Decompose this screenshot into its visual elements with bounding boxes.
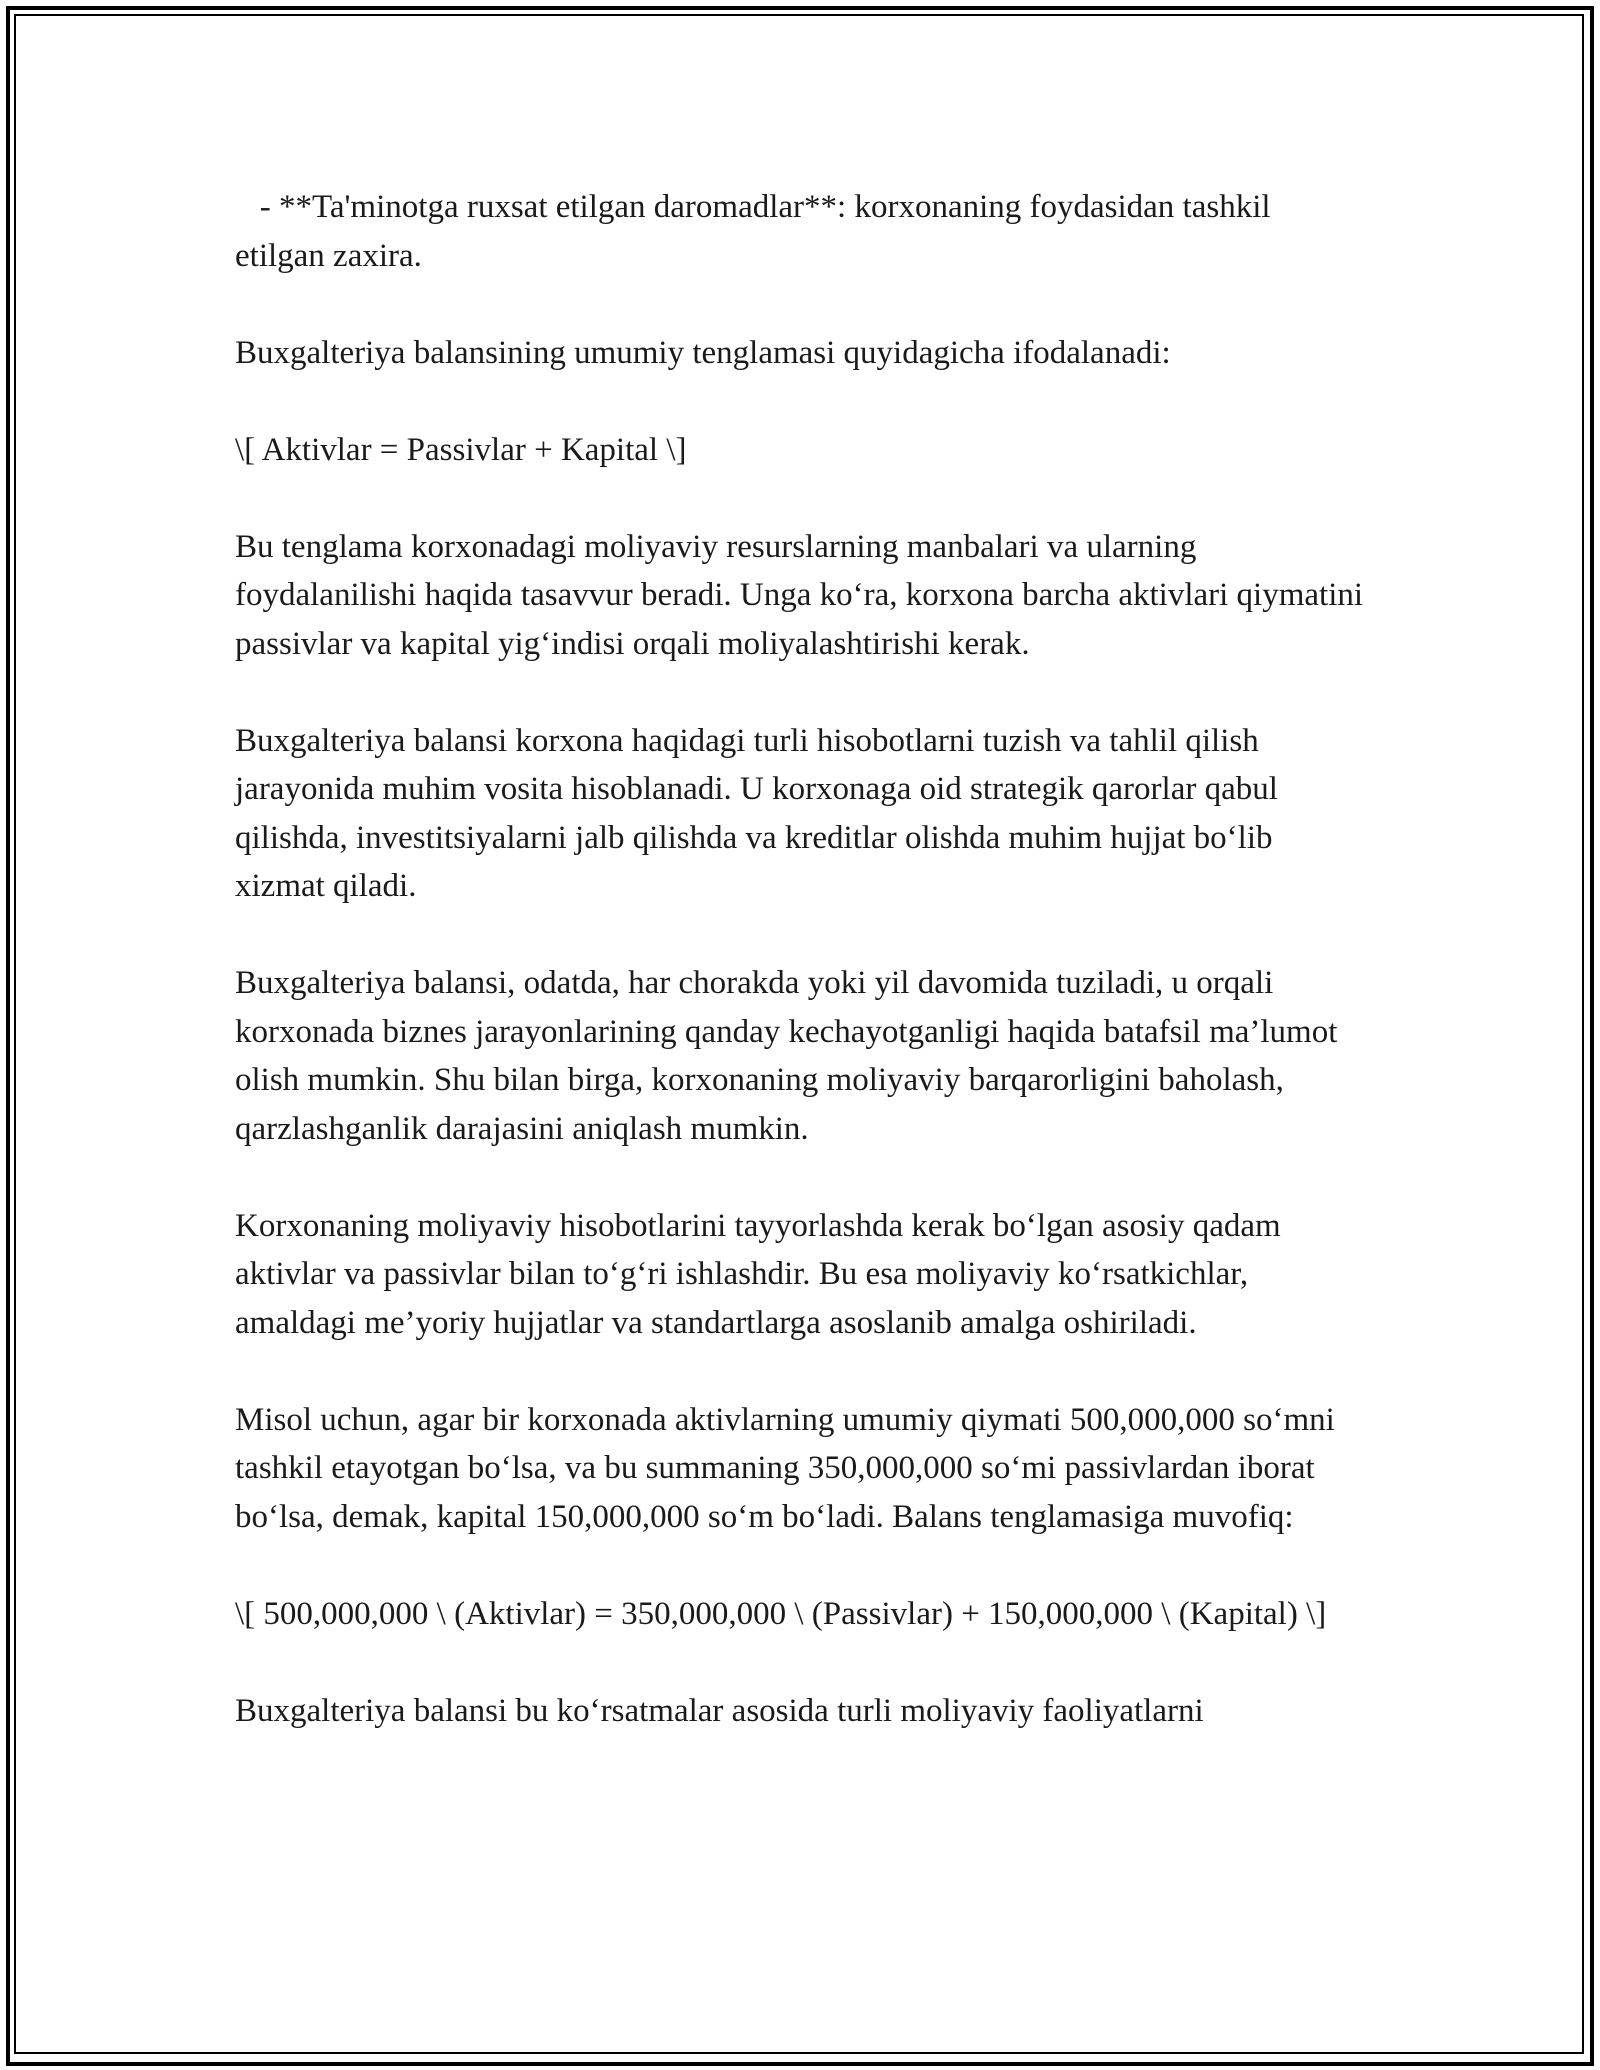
paragraph-equation-meaning: Bu tenglama korxonadagi moliyaviy resurslarning manbalari va ularning foydalanilishi haqida tasavvur beradi. Unga ko‘ra, korxona barcha aktivlari qiymatini passivlar va kapital yig‘indisi orqali moliyalashtirishi kerak. <box>235 528 1364 662</box>
paragraph-reporting-step: Korxonaning moliyaviy hisobotlarini tayyorlashda kerak bo‘lgan asosiy qadam aktivlar va passivlar bilan to‘g‘ri ishlashdir. Bu esa moliyaviy ko‘rsatkichlar, amaldagi me’yoriy hujjatlar va standartlarga asoslanib amalga oshiriladi. <box>235 1207 1281 1341</box>
paragraph-example-equation: \[ 500,000,000 \ (Aktivlar) = 350,000,000 \ (Passivlar) + 150,000,000 \ (Kapital) \] <box>235 1595 1327 1632</box>
paragraph-balance-importance: Buxgalteriya balansi korxona haqidagi turli hisobotlarni tuzish va tahlil qilish jarayonida muhim vosita hisoblanadi. U korxonaga oid strategik qarorlar qabul qilishda, investitsiyalarni jalb qilishda va kreditlar olishda muhim hujjat bo‘lib xizmat qiladi. <box>235 722 1278 904</box>
document-body <box>235 183 1365 1735</box>
paragraph-example: Misol uchun, agar bir korxonada aktivlarning umumiy qiymati 500,000,000 so‘mni tashkil etayotgan bo‘lsa, va bu summaning 350,000,000 so‘mi passivlardan iborat bo‘lsa, demak, kapital 150,000,000 so‘m bo‘ladi. Balans tenglamasiga muvofiq: <box>235 1401 1335 1535</box>
paragraph-list-item-reserve: - **Ta'minotga ruxsat etilgan daromadlar**: korxonaning foydasidan tashkil etilgan zaxira. <box>235 189 1279 274</box>
paragraph-balance-frequency: Buxgalteriya balansi, odatda, har chorakda yoki yil davomida tuziladi, u orqali korxonada biznes jarayonlarining qanday kechayotganligi haqida batafsil ma’lumot olish mumkin. Shu bilan birga, korxonaning moliyaviy barqarorligini baholash, qarzlashganlik darajasini aniqlash mumkin. <box>235 965 1338 1147</box>
paragraph-equation-intro: Buxgalteriya balansining umumiy tenglamasi quyidagicha ifodalanadi: <box>235 334 1171 371</box>
paragraph-balance-equation: \[ Aktivlar = Passivlar + Kapital \] <box>235 431 687 468</box>
paragraph-closing: Buxgalteriya balansi bu ko‘rsatmalar asosida turli moliyaviy faoliyatlarni <box>235 1692 1204 1729</box>
